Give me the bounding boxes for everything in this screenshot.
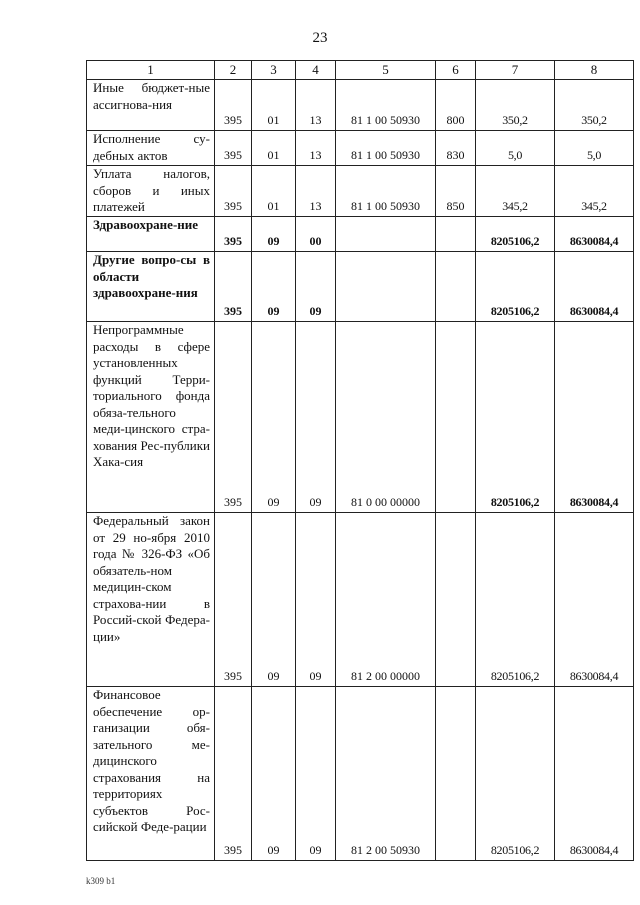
expense-name: Исполнение су-дебных актов [87,131,215,166]
admin-code: 395 [215,131,252,166]
target-article-code [336,252,436,322]
expense-type-code [436,252,476,322]
subsection-code: 00 [296,217,336,252]
column-header: 6 [436,61,476,80]
expense-type-code [436,322,476,513]
expense-type-code [436,217,476,252]
expense-type-code: 800 [436,80,476,131]
admin-code: 395 [215,217,252,252]
amount-year-1: 5,0 [476,131,555,166]
section-code: 01 [252,80,296,131]
section-code: 09 [252,252,296,322]
amount-year-1: 8205106,2 [476,252,555,322]
admin-code: 395 [215,252,252,322]
amount-year-2: 5,0 [555,131,634,166]
amount-year-1: 345,2 [476,166,555,217]
amount-year-1: 8205106,2 [476,513,555,687]
table-row [87,252,634,322]
section-code: 09 [252,217,296,252]
column-header: 5 [336,61,436,80]
amount-year-2: 350,2 [555,80,634,131]
target-article-code: 81 2 00 00000 [336,513,436,687]
subsection-code: 09 [296,687,336,861]
target-article-code: 81 2 00 50930 [336,687,436,861]
expense-name: Уплата налогов, сборов и иных платежей [87,166,215,217]
table-row [87,217,634,252]
section-code: 01 [252,131,296,166]
subsection-code: 09 [296,513,336,687]
table-row [87,131,634,166]
expense-type-code [436,513,476,687]
amount-year-2: 8630084,4 [555,252,634,322]
admin-code: 395 [215,80,252,131]
table-row [87,687,634,861]
admin-code: 395 [215,166,252,217]
amount-year-1: 8205106,2 [476,322,555,513]
subsection-code: 13 [296,80,336,131]
amount-year-2: 8630084,4 [555,513,634,687]
subsection-code: 13 [296,166,336,217]
target-article-code: 81 1 00 50930 [336,131,436,166]
expense-type-code: 850 [436,166,476,217]
expense-name: Здравоохране-ние [87,217,215,252]
section-code: 09 [252,513,296,687]
page-number: 23 [312,30,328,46]
table-row [87,322,634,513]
subsection-code: 13 [296,131,336,166]
amount-year-1: 8205106,2 [476,687,555,861]
table-header-row [87,61,634,80]
target-article-code: 81 0 00 00000 [336,322,436,513]
target-article-code: 81 1 00 50930 [336,80,436,131]
section-code: 01 [252,166,296,217]
target-article-code: 81 1 00 50930 [336,166,436,217]
column-header: 8 [555,61,634,80]
expense-name: Другие вопро-сы в области здравоохране-ния [87,252,215,322]
target-article-code [336,217,436,252]
table-row [87,513,634,687]
admin-code: 395 [215,322,252,513]
amount-year-1: 8205106,2 [476,217,555,252]
amount-year-2: 8630084,4 [555,217,634,252]
amount-year-2: 345,2 [555,166,634,217]
table-row [87,80,634,131]
subsection-code: 09 [296,252,336,322]
column-header: 1 [87,61,215,80]
expense-name: Федеральный закон от 29 но-ября 2010 года № 326-ФЗ «Об обязатель-ном медицин-ском страхова-нии в Россий-ской Федера-ции» [87,513,215,687]
amount-year-2: 8630084,4 [555,322,634,513]
column-header: 2 [215,61,252,80]
expense-name: Финансовое обеспечение ор-ганизации обя-зательного ме-дицинского страхования на территориях субъектов Рос-сийской Феде-рации [87,687,215,861]
admin-code: 395 [215,513,252,687]
column-header: 4 [296,61,336,80]
column-header: 7 [476,61,555,80]
expense-name: Непрограммные расходы в сфере установленных функций Терри-ториального фонда обяза-тельного меди-цинского стра-хования Рес-публики Хака-сия [87,322,215,513]
footer-code: k309 b1 [86,876,116,886]
subsection-code: 09 [296,322,336,513]
expense-type-code: 830 [436,131,476,166]
column-header: 3 [252,61,296,80]
amount-year-1: 350,2 [476,80,555,131]
expense-name: Иные бюджет-ные ассигнова-ния [87,80,215,131]
table-row [87,166,634,217]
section-code: 09 [252,687,296,861]
amount-year-2: 8630084,4 [555,687,634,861]
budget-table [86,60,634,861]
section-code: 09 [252,322,296,513]
admin-code: 395 [215,687,252,861]
expense-type-code [436,687,476,861]
